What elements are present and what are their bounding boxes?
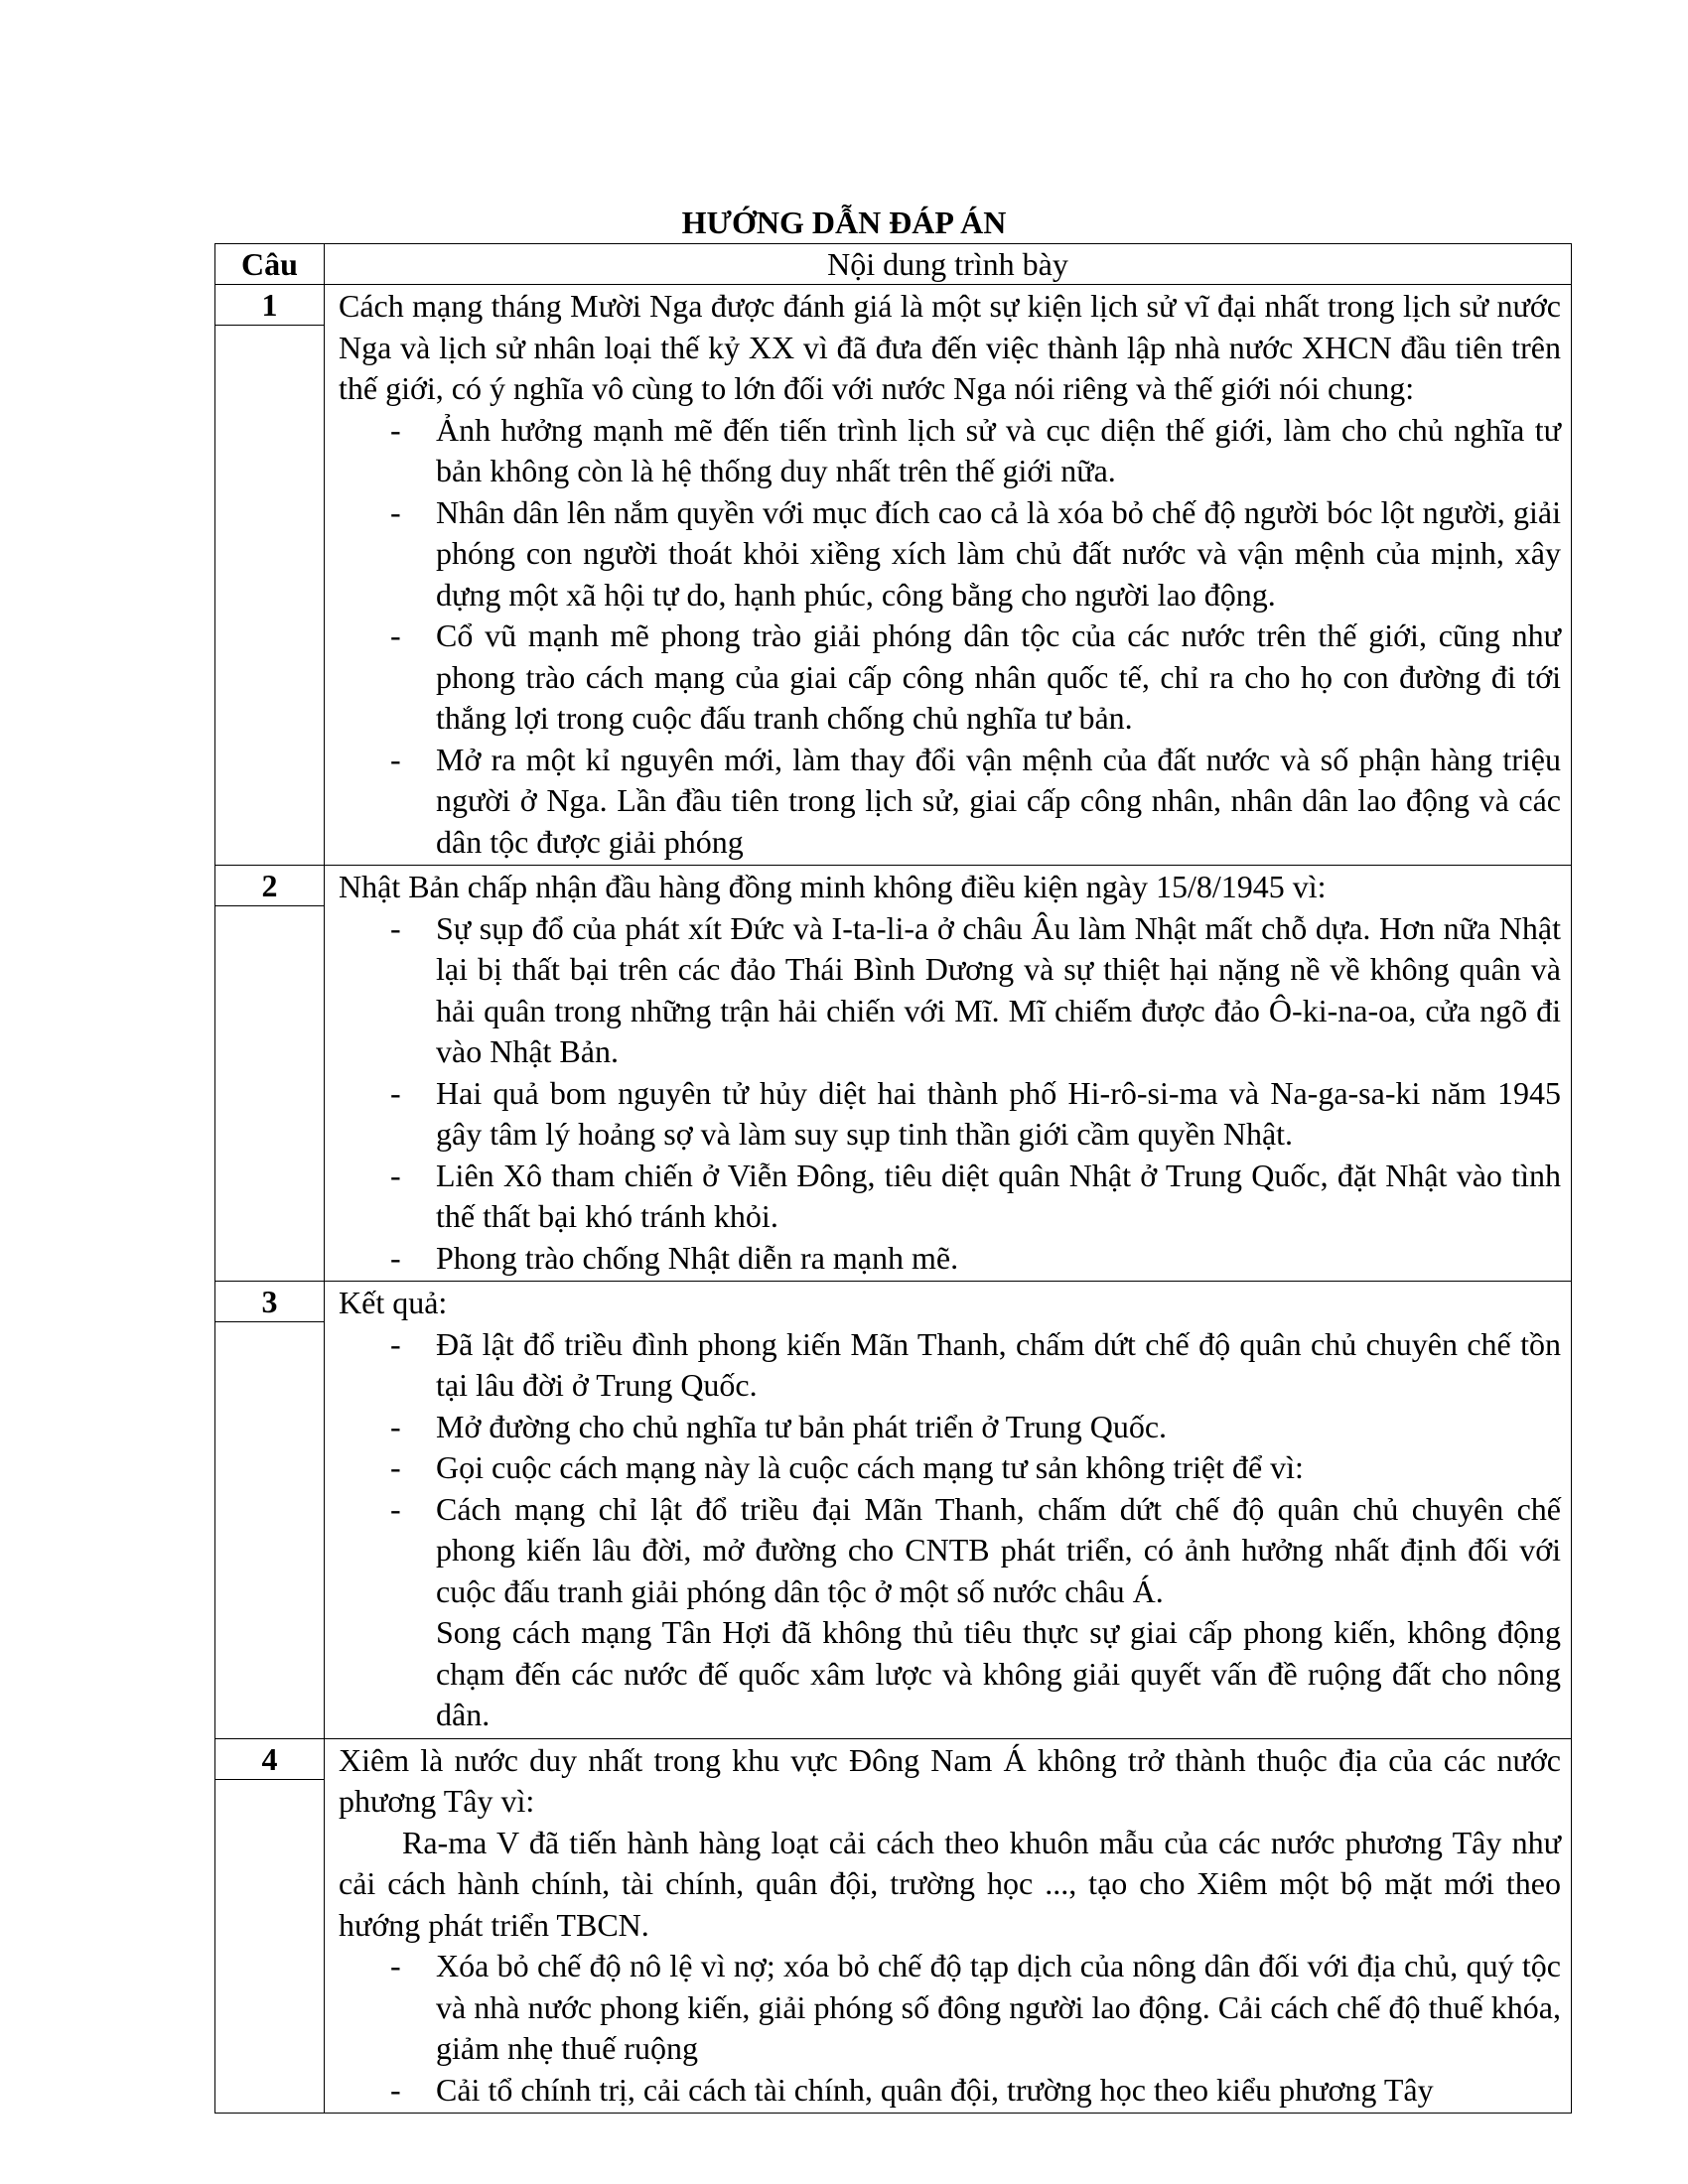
list-item-text: Liên Xô tham chiến ở Viễn Đông, tiêu diệt quân Nhật ở Trung Quốc, đặt Nhật vào tình thế thất bại khó tránh khỏi. [436, 1157, 1561, 1234]
list-item-text: Phong trào chống Nhật diễn ra mạnh mẽ. [436, 1239, 959, 1276]
answer-cell [325, 866, 1572, 1282]
list-item: - Liên Xô tham chiến ở Viễn Đông, tiêu diệt quân Nhật ở Trung Quốc, đặt Nhật vào tình thế thất bại khó tránh khỏi. [390, 1157, 1561, 1234]
answer-conclusion: Song cách mạng Tân Hợi đã không thủ tiêu thực sự giai cấp phong kiến, không động chạm đến các nước đế quốc xâm lược và không giải quyết vấn đề ruộng đất cho nông dân. [436, 1614, 1561, 1732]
answer-intro: Kết quả: [339, 1285, 448, 1320]
list-item: - Gọi cuộc cách mạng này là cuộc cách mạng tư sản không triệt để vì: [390, 1449, 1304, 1485]
question-number-cell [215, 866, 325, 1282]
column-header-content: Nội dung trình bày [325, 244, 1572, 285]
list-item-text: Cách mạng chỉ lật đổ triều đại Mãn Thanh, chấm dứt chế độ quân chủ chuyên chế phong kiến lâu đời, mở đường cho CNTB phát triển, có ảnh hưởng nhất định đối với cuộc đấu tranh giải phóng dân tộc ở một số nước châu Á. [436, 1490, 1561, 1609]
list-item: - Ảnh hưởng mạnh mẽ đến tiến trình lịch sử và cục diện thế giới, làm cho chủ nghĩa tư bản không còn là hệ thống duy nhất trên thế giới nữa. [390, 411, 1561, 488]
list-item: - Mở đường cho chủ nghĩa tư bản phát triển ở Trung Quốc. [390, 1408, 1168, 1444]
table-row [215, 285, 1572, 866]
question-number: 3 [215, 1282, 324, 1322]
answer-table [214, 243, 1572, 2114]
column-header-question: Câu [215, 244, 325, 285]
list-item-text: Sự sụp đổ của phát xít Đức và I-ta-li-a ở châu Âu làm Nhật mất chỗ dựa. Hơn nữa Nhật lại bị thất bại trên các đảo Thái Bình Dương và sự thiệt hại nặng nề về không quân và hải quân trong những trận hải chiến với Mĩ. Mĩ chiếm được đảo Ô-ki-na-oa, cửa ngõ đi vào Nhật Bản. [436, 909, 1561, 1069]
list-item-text: Xóa bỏ chế độ nô lệ vì nợ; xóa bỏ chế độ tạp dịch của nông dân đối với địa chủ, quý tộc và nhà nước phong kiến, giải phóng số đông người lao động. Cải cách chế độ thuế khóa, giảm nhẹ thuế ruộng [436, 1948, 1561, 2066]
table-header-row [215, 244, 1572, 285]
list-item: - Phong trào chống Nhật diễn ra mạnh mẽ. [390, 1239, 959, 1276]
table-row [215, 866, 1572, 1282]
table-row [215, 1282, 1572, 1739]
list-item: - Nhân dân lên nắm quyền với mục đích cao cả là xóa bỏ chế độ người bóc lột người, giải phóng con người thoát khỏi xiềng xích làm chủ đất nước và vận mệnh của mịnh, xây dựng một xã hội tự do, hạnh phúc, công bằng cho người lao động. [390, 493, 1561, 613]
list-item-text: Gọi cuộc cách mạng này là cuộc cách mạng tư sản không triệt để vì: [436, 1449, 1304, 1485]
question-number: 2 [215, 866, 324, 906]
question-number: 1 [215, 285, 324, 326]
answer-intro: Cách mạng tháng Mười Nga được đánh giá là một sự kiện lịch sử vĩ đại nhất trong lịch sử nước Nga và lịch sử nhân loại thế kỷ XX vì đã đưa đến việc thành lập nhà nước XHCN đầu tiên trên thế giới, có ý nghĩa vô cùng to lớn đối với nước Nga nói riêng và thế giới nói chung: [339, 288, 1561, 406]
page-title: HƯỚNG DẪN ĐÁP ÁN [681, 205, 1007, 240]
answer-cell [325, 1738, 1572, 2114]
list-item-text: Ảnh hưởng mạnh mẽ đến tiến trình lịch sử và cục diện thế giới, làm cho chủ nghĩa tư bản không còn là hệ thống duy nhất trên thế giới nữa. [436, 411, 1561, 488]
list-item: - Hai quả bom nguyên tử hủy diệt hai thành phố Hi-rô-si-ma và Na-ga-sa-ki năm 1945 gây tâm lý hoảng sợ và làm suy sụp tinh thần giới cầm quyền Nhật. [390, 1074, 1561, 1152]
answer-cell [325, 1282, 1572, 1739]
question-number-cell [215, 285, 325, 866]
list-item: - Cách mạng chỉ lật đổ triều đại Mãn Thanh, chấm dứt chế độ quân chủ chuyên chế phong kiến lâu đời, mở đường cho CNTB phát triển, có ảnh hưởng nhất định đối với cuộc đấu tranh giải phóng dân tộc ở một số nước châu Á. [390, 1490, 1561, 1609]
list-item: - Cải tổ chính trị, cải cách tài chính, quân đội, trường học theo kiểu phương Tây [390, 2071, 1434, 2108]
answer-intro: Xiêm là nước duy nhất trong khu vực Đông Nam Á không trở thành thuộc địa của các nước phương Tây vì: [339, 1741, 1561, 1819]
list-item: - Sự sụp đổ của phát xít Đức và I-ta-li-a ở châu Âu làm Nhật mất chỗ dựa. Hơn nữa Nhật lại bị thất bại trên các đảo Thái Bình Dương và sự thiệt hại nặng nề về không quân và hải quân trong những trận hải chiến với Mĩ. Mĩ chiếm được đảo Ô-ki-na-oa, cửa ngõ đi vào Nhật Bản. [390, 909, 1561, 1069]
question-number-cell [215, 1282, 325, 1739]
table-row [215, 1738, 1572, 2114]
list-item: - Đã lật đổ triều đình phong kiến Mãn Thanh, chấm dứt chế độ quân chủ chuyên chế tồn tại lâu đời ở Trung Quốc. [390, 1325, 1561, 1403]
list-item-text: Mở ra một kỉ nguyên mới, làm thay đổi vận mệnh của đất nước và số phận hàng triệu người ở Nga. Lần đầu tiên trong lịch sử, giai cấp công nhân, nhân dân lao động và các dân tộc được giải phóng [436, 741, 1561, 860]
answer-cell [325, 285, 1572, 866]
question-number: 4 [215, 1739, 324, 1780]
list-item-text: Hai quả bom nguyên tử hủy diệt hai thành phố Hi-rô-si-ma và Na-ga-sa-ki năm 1945 gây tâm lý hoảng sợ và làm suy sụp tinh thần giới cầm quyền Nhật. [436, 1074, 1561, 1152]
list-item: - Cổ vũ mạnh mẽ phong trào giải phóng dân tộc của các nước trên thế giới, cũng như phong trào cách mạng của giai cấp công nhân quốc tế, chỉ ra cho họ con đường đi tới thắng lợi trong cuộc đấu tranh chống chủ nghĩa tư bản. [390, 617, 1561, 736]
list-item: - Xóa bỏ chế độ nô lệ vì nợ; xóa bỏ chế độ tạp dịch của nông dân đối với địa chủ, quý tộc và nhà nước phong kiến, giải phóng số đông người lao động. Cải cách chế độ thuế khóa, giảm nhẹ thuế ruộng [390, 1948, 1561, 2066]
list-item-text: Mở đường cho chủ nghĩa tư bản phát triển ở Trung Quốc. [436, 1408, 1168, 1444]
list-item-text: Nhân dân lên nắm quyền với mục đích cao cả là xóa bỏ chế độ người bóc lột người, giải phóng con người thoát khỏi xiềng xích làm chủ đất nước và vận mệnh của mịnh, xây dựng một xã hội tự do, hạnh phúc, công bằng cho người lao động. [436, 493, 1561, 613]
list-item: - Mở ra một kỉ nguyên mới, làm thay đổi vận mệnh của đất nước và số phận hàng triệu người ở Nga. Lần đầu tiên trong lịch sử, giai cấp công nhân, nhân dân lao động và các dân tộc được giải phóng [390, 741, 1561, 860]
list-item-text: Đã lật đổ triều đình phong kiến Mãn Thanh, chấm dứt chế độ quân chủ chuyên chế tồn tại lâu đời ở Trung Quốc. [436, 1325, 1561, 1403]
answer-intro: Nhật Bản chấp nhận đầu hàng đồng minh không điều kiện ngày 15/8/1945 vì: [339, 869, 1327, 904]
question-number-cell [215, 1738, 325, 2114]
answer-paragraph: Ra-ma V đã tiến hành hàng loạt cải cách theo khuôn mẫu của các nước phương Tây như cải cách hành chính, tài chính, quân đội, trường học ..., tạo cho Xiêm một bộ mặt mới theo hướng phát triển TBCN. [339, 1824, 1561, 1943]
list-item-text: Cổ vũ mạnh mẽ phong trào giải phóng dân tộc của các nước trên thế giới, cũng như phong trào cách mạng của giai cấp công nhân quốc tế, chỉ ra cho họ con đường đi tới thắng lợi trong cuộc đấu tranh chống chủ nghĩa tư bản. [436, 617, 1561, 736]
list-item-text: Cải tổ chính trị, cải cách tài chính, quân đội, trường học theo kiểu phương Tây [436, 2071, 1434, 2108]
